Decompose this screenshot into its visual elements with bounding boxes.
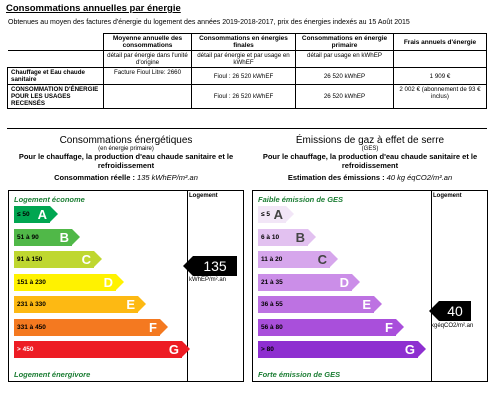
class-letter: F: [149, 319, 157, 335]
table-row: [8, 68, 487, 85]
header-frais: Frais annuels d'énergie: [394, 34, 487, 51]
ges-scale: [252, 190, 488, 382]
ges-reading: [252, 173, 488, 182]
class-range: > 450: [17, 346, 34, 353]
energy-desc: Pour le chauffage, la production d'eau chaude sanitaire et le refroidissement: [18, 152, 234, 170]
energy-reading-value: 135 kWhEP/m².an: [137, 173, 198, 182]
class-bar-d: [258, 274, 352, 291]
class-bar-f: [258, 319, 396, 336]
cell-moyenne: Facture Fioul Litre: 2660: [104, 68, 192, 85]
class-bar-c: [14, 251, 94, 268]
class-letter: F: [385, 319, 393, 335]
cell-frais: 2 002 € (abonnement de 93 € inclus): [394, 85, 487, 109]
class-range: ≤ 50: [17, 211, 30, 218]
ges-unit: kgéqCO2/m².an: [431, 323, 474, 329]
energy-logement-label: Logement: [189, 193, 218, 199]
class-bar-e: [14, 296, 138, 313]
ges-sub: (GES): [361, 146, 379, 152]
class-letter: B: [295, 229, 305, 245]
class-letter: G: [168, 342, 179, 357]
page-subtitle: Obtenues au moyen des factures d'énergie du logement des années 2019-2018-2017, prix des énergies indexés au 15 Août 2015: [8, 19, 410, 26]
class-range: 91 à 150: [17, 256, 43, 263]
subheader-finales: détail par énergie et par usage en kWhEF: [192, 51, 296, 68]
header-finales: Consommations en énergies finales: [192, 34, 296, 51]
class-letter: A: [273, 207, 283, 222]
row-label: Chauffage et Eau chaude sanitaire: [8, 68, 104, 85]
cell-frais: 1 909 €: [394, 68, 487, 85]
ges-logement-label: Logement: [433, 193, 462, 199]
ges-top-label: Faible émission de GES: [258, 195, 344, 204]
class-letter: G: [404, 342, 415, 357]
table-row: [8, 85, 487, 109]
header-moyenne: Moyenne annuelle des consommations: [104, 34, 192, 51]
energy-title: Consommations énergétiques: [59, 135, 193, 146]
class-bar-g: [258, 341, 418, 358]
class-range: 36 à 55: [261, 301, 283, 308]
energy-sub: (en énergie primaire): [98, 146, 154, 152]
class-letter: B: [59, 229, 69, 245]
energy-top-label: Logement économe: [14, 195, 85, 204]
subheader-primaire: détail par usage en kWhEP: [296, 51, 394, 68]
ges-reading-value: 40 kg éqCO2/m².an: [386, 173, 453, 182]
class-range: 231 à 330: [17, 301, 46, 308]
cell-moyenne: [104, 85, 192, 109]
class-range: 51 à 90: [17, 233, 39, 241]
class-range: ≤ 5: [261, 211, 270, 218]
class-bar-e: [258, 296, 374, 313]
ges-divider: [431, 191, 432, 381]
class-letter: D: [103, 274, 113, 290]
row-label: CONSOMMATION D'ÉNERGIE POUR LES USAGES RECENSÉS: [8, 85, 104, 109]
class-letter: D: [339, 274, 349, 290]
class-range: 6 à 10: [261, 233, 280, 241]
ges-header: [252, 135, 488, 182]
ges-bottom-label: Forte émission de GES: [258, 370, 341, 379]
energy-reading-label: Consommation réelle :: [54, 173, 135, 182]
class-letter: E: [126, 297, 135, 312]
ges-title: Émissions de gaz à effet de serre: [295, 135, 445, 146]
class-range: 11 à 20: [261, 256, 283, 263]
cell-primaire: 26 520 kWhEP: [296, 68, 394, 85]
class-letter: E: [362, 297, 371, 312]
divider: [7, 128, 487, 129]
energy-header: [8, 135, 244, 182]
cell-finales: Fioul : 26 520 kWhEF: [192, 68, 296, 85]
class-bar-f: [14, 319, 160, 336]
class-letter: C: [317, 252, 327, 267]
consumption-table: [7, 33, 487, 109]
cell-primaire: 26 520 kWhEP: [296, 85, 394, 109]
ges-value-indicator: 40: [439, 301, 471, 321]
cell-finales: Fioul : 26 520 kWhEF: [192, 85, 296, 109]
class-range: > 80: [261, 346, 274, 353]
subheader-moyenne: détail par énergie dans l'unité d'origine: [104, 51, 192, 68]
class-bar-b: [14, 229, 72, 246]
class-bar-g: [14, 341, 182, 358]
class-bar-d: [14, 274, 116, 291]
ges-desc: Pour le chauffage, la production d'eau chaude sanitaire et le refroidissement: [262, 152, 478, 170]
class-bar-a: [258, 206, 286, 223]
energy-scale: [8, 190, 244, 382]
class-letter: C: [81, 252, 91, 267]
class-bar-a: [14, 206, 50, 223]
energy-reading: [8, 173, 244, 182]
class-range: 56 à 80: [261, 323, 283, 331]
page-title: Consommations annuelles par énergie: [6, 3, 181, 14]
class-range: 331 à 450: [17, 323, 46, 331]
class-bar-c: [258, 251, 330, 268]
header-primaire: Consommations en énergie primaire: [296, 34, 394, 51]
class-letter: A: [37, 207, 47, 222]
class-bar-b: [258, 229, 308, 246]
energy-value-indicator: 135: [193, 256, 237, 276]
energy-bottom-label: Logement énergivore: [14, 370, 91, 379]
ges-reading-label: Estimation des émissions :: [287, 173, 385, 182]
class-range: 151 à 230: [17, 278, 46, 286]
energy-unit: kWhEP/m².an: [189, 277, 227, 283]
class-range: 21 à 35: [261, 278, 283, 286]
